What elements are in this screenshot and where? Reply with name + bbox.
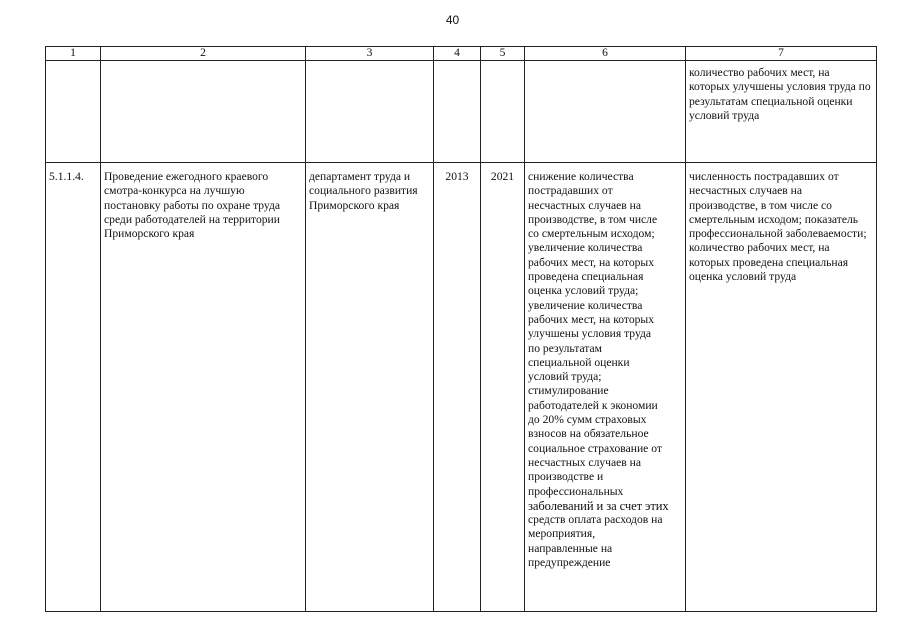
cell-empty bbox=[101, 61, 306, 163]
header-cell-6: 6 bbox=[525, 47, 686, 61]
expected-result-line: снижение количества bbox=[528, 170, 634, 183]
expected-result-line: социальное страхование от bbox=[528, 441, 662, 455]
expected-result-line: производстве и bbox=[528, 470, 604, 484]
expected-result-line: рабочих мест, на которых bbox=[528, 312, 655, 326]
cell-empty bbox=[481, 61, 525, 163]
start-year-cell: 2013 bbox=[434, 163, 481, 612]
cell-empty bbox=[434, 61, 481, 163]
expected-result-line: средств оплата расходов на bbox=[528, 513, 663, 527]
header-cell-4: 4 bbox=[434, 47, 481, 61]
indicator-cell: численность пострадавших от несчастных случаев на производстве, в том числе со смертельным исходом; показатель профессиональной заболеваемости; количество рабочих мест, на которых проведена специальная оценка условий труда bbox=[686, 163, 877, 612]
expected-result-line: до 20% сумм страховых bbox=[528, 413, 647, 427]
program-table bbox=[45, 46, 877, 612]
expected-result-line: оценка условий труда; bbox=[528, 284, 639, 298]
expected-result-line: увеличение количества bbox=[528, 241, 643, 255]
expected-result-line: условий труда; bbox=[528, 370, 602, 384]
item-number-cell: 5.1.1.4. bbox=[46, 163, 101, 612]
expected-result-line: работодателей к экономии bbox=[528, 398, 658, 412]
expected-result-line: пострадавших от bbox=[528, 184, 613, 198]
expected-result-cell bbox=[525, 163, 686, 612]
activity-name-cell: Проведение ежегодного краевого смотра-конкурса на лучшую постановку работы по охране труда среди работодателей на территории Приморского края bbox=[101, 163, 306, 612]
expected-result-line: предупреждение bbox=[528, 556, 611, 570]
expected-result-line: взносов на обязательное bbox=[528, 427, 649, 441]
expected-result-line: со смертельным исходом; bbox=[528, 227, 655, 241]
header-cell-1: 1 bbox=[46, 47, 101, 61]
header-cell-3: 3 bbox=[306, 47, 434, 61]
expected-result-line: несчастных случаев на bbox=[528, 455, 642, 469]
header-cell-5: 5 bbox=[481, 47, 525, 61]
header-cell-7: 7 bbox=[686, 47, 877, 61]
expected-result-line: несчастных случаев на bbox=[528, 198, 642, 212]
cell-empty bbox=[525, 61, 686, 163]
expected-result-line: заболеваний и за счет этих bbox=[528, 498, 669, 513]
table-row-continued bbox=[46, 61, 877, 163]
cell-empty bbox=[306, 61, 434, 163]
table-row bbox=[46, 163, 877, 612]
expected-result-line: мероприятия, bbox=[528, 527, 596, 541]
end-year-cell: 2021 bbox=[481, 163, 525, 612]
indicator-cell: количество рабочих мест, на которых улучшены условия труда по результатам специальной оценки условий труда bbox=[686, 61, 877, 163]
expected-result-line: производстве, в том числе bbox=[528, 212, 658, 226]
expected-result-line: направленные на bbox=[528, 541, 613, 555]
cell-empty bbox=[46, 61, 101, 163]
expected-result-line: проведена специальная bbox=[528, 270, 644, 284]
expected-result-line: специальной оценки bbox=[528, 355, 630, 369]
expected-result-line: по результатам bbox=[528, 341, 602, 355]
expected-result-line: стимулирование bbox=[528, 384, 609, 398]
header-cell-2: 2 bbox=[101, 47, 306, 61]
expected-result-line: профессиональных bbox=[528, 484, 624, 498]
expected-result-line: улучшены условия труда bbox=[528, 327, 652, 341]
expected-result-line: рабочих мест, на которых bbox=[528, 255, 655, 269]
responsible-executor-cell: департамент труда и социального развития Приморского края bbox=[306, 163, 434, 612]
table-header-row bbox=[46, 47, 877, 61]
expected-result-line: увеличение количества bbox=[528, 298, 643, 312]
page-number: 40 bbox=[445, 13, 460, 27]
